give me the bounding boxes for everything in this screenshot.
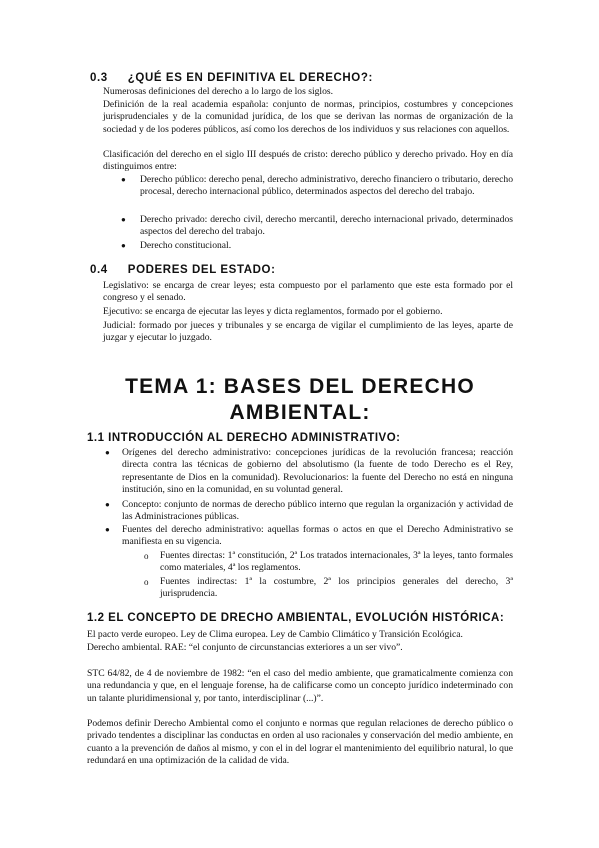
sub-bullet-marker: o bbox=[144, 577, 149, 587]
section-heading-1-2: 1.2 EL CONCEPTO DE DRECHO AMBIENTAL, EVOLUCIÓN HISTÓRICA: bbox=[87, 612, 505, 624]
section-number: 0.4 bbox=[90, 264, 108, 276]
section-heading-1-1: 1.1 INTRODUCCIÓN AL DERECHO ADMINISTRATIVO: bbox=[87, 432, 401, 444]
list-item: Derecho público: derecho penal, derecho administrativo, derecho financiero o tributario, derecho procesal, derecho internacional público, determinados aspectos del derecho del trabajo. bbox=[140, 174, 513, 198]
bullet-marker: ● bbox=[105, 448, 110, 457]
list-item: Orígenes del derecho administrativo: concepciones jurídicas de la revolución francesa; reacción directa contra las técnicas de gobierno del absolutismo (la fuente de todo Derecho es el Rey, representante de Dios en la comunidad). Revolucionarios: la fuente del Derecho no está en ninguna institución, sino en la comunidad, en su voluntad general. bbox=[122, 447, 513, 496]
paragraph: El pacto verde europeo. Ley de Clima europea. Ley de Cambio Climático y Transición Ecológica. bbox=[87, 629, 463, 640]
paragraph: Ejecutivo: se encarga de ejecutar las leyes y dicta reglamentos, formado por el gobierno. bbox=[103, 306, 443, 317]
sub-bullet-marker: o bbox=[144, 551, 149, 561]
sub-list-item: Fuentes directas: 1ª constitución, 2ª Los tratados internacionales, 3ª la leyes, tanto formales como materiales, 4ª los reglamentos. bbox=[160, 550, 513, 574]
chapter-title-line: TEMA 1: BASES DEL DERECHO bbox=[125, 375, 475, 398]
paragraph: Legislativo: se encarga de crear leyes; esta compuesto por el parlamento que este esta formado por el congreso y el senado. bbox=[103, 280, 513, 304]
section-heading-0-3 bbox=[90, 72, 373, 84]
section-title: PODERES DEL ESTADO: bbox=[127, 264, 276, 276]
section-heading-0-4 bbox=[90, 264, 276, 276]
section-number: 0.3 bbox=[90, 72, 108, 84]
paragraph: Podemos definir Derecho Ambiental como el conjunto e normas que regulan relaciones de derecho público o privado tendentes a disciplinar las conductas en orden al uso racionales y conservación del medio ambiente, en cuanto a la prevención de daños al mismo, y con el in del lograr el mantenimiento del equilibrio natural, lo que redundará en una optimización de la calidad de vida. bbox=[87, 718, 513, 767]
chapter-title bbox=[100, 374, 500, 426]
bullet-marker: ● bbox=[121, 215, 126, 224]
list-item: Derecho privado: derecho civil, derecho mercantil, derecho internacional privado, determinados aspectos del derecho del trabajo. bbox=[140, 214, 513, 238]
paragraph: Definición de la real academia española: conjunto de normas, principios, costumbres y concepciones jurisprudenciales y de la comunidad jurídica, de los que se derivan las normas de organización de la sociedad y de los poderes públicos, así como los derechos de los individuos y sus relaciones con aquellos. bbox=[103, 99, 513, 135]
chapter-title-line: AMBIENTAL: bbox=[229, 401, 371, 424]
bullet-marker: ● bbox=[121, 241, 126, 250]
list-item: Fuentes del derecho administrativo: aquellas formas o actos en que el Derecho Administrativo se manifiesta en su vigencia. bbox=[122, 524, 513, 548]
bullet-marker: ● bbox=[121, 175, 126, 184]
bullet-marker: ● bbox=[105, 500, 110, 509]
list-item: Concepto: conjunto de normas de derecho público interno que regulan la organización y actividad de las Administraciones públicas. bbox=[122, 499, 513, 523]
paragraph: STC 64/82, de 4 de noviembre de 1982: “en el caso del medio ambiente, que gramaticalmente comienza con una redundancia y que, en el lenguaje forense, ha de calificarse como un concepto jurídico indeterminado con un talante pluridimensional y, por tanto, interdisciplinar (...)”. bbox=[87, 668, 513, 704]
paragraph: Judicial: formado por jueces y tribunales y se encarga de vigilar el cumplimiento de las leyes, aparte de juzgar y ejecutar lo juzgado. bbox=[103, 320, 513, 344]
paragraph: Derecho ambiental. RAE: “el conjunto de circunstancias exteriores a un ser vivo”. bbox=[87, 642, 403, 653]
paragraph: Numerosas definiciones del derecho a lo largo de los siglos. bbox=[103, 86, 334, 97]
list-item: Derecho constitucional. bbox=[140, 240, 232, 251]
sub-list-item: Fuentes indirectas: 1ª la costumbre, 2ª los principios generales del derecho, 3ª jurisprudencia. bbox=[160, 576, 513, 600]
bullet-marker: ● bbox=[105, 525, 110, 534]
section-title: ¿QUÉ ES EN DEFINITIVA EL DERECHO?: bbox=[127, 72, 373, 84]
paragraph: Clasificación del derecho en el siglo III después de cristo: derecho público y derecho privado. Hoy en día distinguimos entre: bbox=[103, 149, 513, 173]
